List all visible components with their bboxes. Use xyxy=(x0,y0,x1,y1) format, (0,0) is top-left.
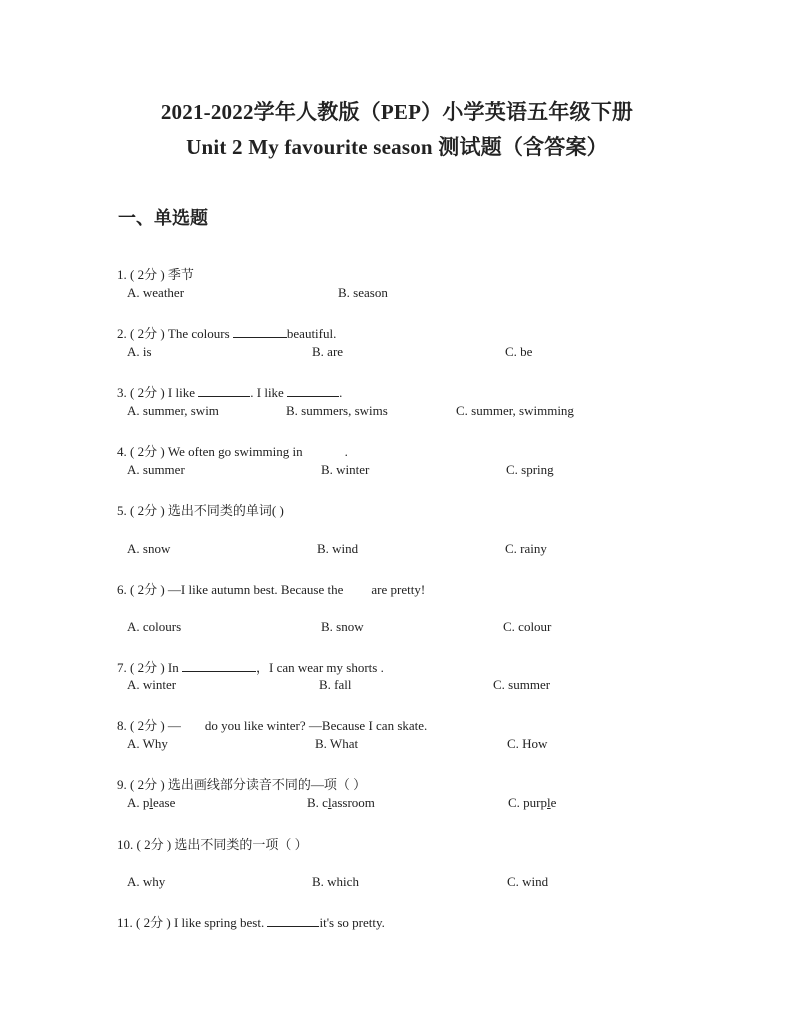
option-a[interactable]: A. winter xyxy=(127,677,177,692)
question-6 xyxy=(117,579,425,598)
option-c[interactable]: C. be xyxy=(505,344,533,359)
question-score: ( 2分 ) xyxy=(130,718,165,733)
option-a[interactable]: A. why xyxy=(127,874,166,889)
option-c[interactable]: C. colour xyxy=(503,619,552,634)
question-number: 8. xyxy=(117,718,127,733)
question-10 xyxy=(117,834,308,853)
option-c[interactable]: C. spring xyxy=(506,462,554,477)
option-b[interactable]: B. winter xyxy=(321,462,370,477)
option-a[interactable]: A. summer, swim xyxy=(127,403,219,418)
question-number: 2. xyxy=(117,326,127,341)
question-text: 选出不同类的一项（ ） xyxy=(174,837,308,852)
underlined-letter: l xyxy=(149,795,154,810)
option-b[interactable]: B. which xyxy=(312,874,359,889)
option-c[interactable]: C. summer xyxy=(493,677,551,692)
option-b[interactable]: B. are xyxy=(312,344,344,359)
question-1 xyxy=(117,264,194,283)
question-11 xyxy=(117,912,385,931)
option-c[interactable] xyxy=(508,795,556,811)
option-b[interactable] xyxy=(307,795,375,811)
question-text-post: ，I can wear my shorts . xyxy=(256,660,384,675)
option-c[interactable]: C. wind xyxy=(507,874,549,889)
question-number: 6. xyxy=(117,582,127,597)
option-b[interactable]: B. fall xyxy=(319,677,352,692)
question-text-post: beautiful. xyxy=(286,326,337,341)
question-2 xyxy=(117,323,336,342)
option-b[interactable]: B. What xyxy=(315,736,359,751)
option-a[interactable]: A. summer xyxy=(127,462,185,477)
question-score: ( 2分 ) xyxy=(130,326,165,341)
question-score: ( 2分 ) xyxy=(130,660,165,675)
question-text-pre: In xyxy=(167,660,183,675)
question-number: 11. xyxy=(117,915,133,930)
option-b[interactable]: B. season xyxy=(338,285,388,300)
question-4 xyxy=(117,441,348,460)
option-a[interactable] xyxy=(127,795,175,811)
question-text-pre: — xyxy=(167,718,181,733)
option-a[interactable]: A. colours xyxy=(127,619,182,634)
question-text: 季节 xyxy=(167,267,194,282)
option-c[interactable]: C. summer, swimming xyxy=(456,403,574,418)
question-text-post: it's so pretty. xyxy=(319,915,385,930)
option-b[interactable]: B. summers, swims xyxy=(286,403,388,418)
question-score: ( 2分 ) xyxy=(130,267,165,282)
question-3 xyxy=(117,382,342,401)
question-9 xyxy=(117,774,366,793)
answer-blank[interactable] xyxy=(198,384,250,397)
question-text-pre: I like xyxy=(167,385,199,400)
answer-blank[interactable] xyxy=(267,914,319,927)
question-score: ( 2分 ) xyxy=(130,582,165,597)
question-number: 5. xyxy=(117,503,127,518)
option-text: C. purp xyxy=(508,795,547,810)
question-5 xyxy=(117,500,284,519)
option-text: A. p xyxy=(127,795,150,810)
question-score: ( 2分 ) xyxy=(130,385,165,400)
question-number: 4. xyxy=(117,444,127,459)
question-8 xyxy=(117,715,427,734)
section-heading: 一、单选题 xyxy=(118,208,208,228)
question-number: 1. xyxy=(117,267,127,282)
underlined-letter: l xyxy=(547,795,551,810)
answer-blank[interactable] xyxy=(287,384,339,397)
answer-blank[interactable] xyxy=(182,659,256,672)
option-a[interactable]: A. Why xyxy=(127,736,168,751)
question-number: 7. xyxy=(117,660,127,675)
answer-blank[interactable] xyxy=(233,325,287,338)
option-text: assroom xyxy=(331,795,375,810)
question-text-pre: We often go swimming in xyxy=(167,444,303,459)
question-text: 选出不同类的单词( ) xyxy=(167,503,284,518)
option-c[interactable]: C. rainy xyxy=(505,541,547,556)
option-text: e xyxy=(550,795,557,810)
question-score: ( 2分 ) xyxy=(136,837,172,852)
underlined-letter: l xyxy=(327,795,332,810)
question-text-post: are pretty! xyxy=(371,582,426,597)
option-a[interactable]: A. is xyxy=(127,344,152,359)
option-text: ease xyxy=(153,795,176,810)
option-a[interactable]: A. snow xyxy=(127,541,171,556)
document-title-line1: 2021-2022学年人教版（PEP）小学英语五年级下册 xyxy=(160,100,634,124)
option-c[interactable]: C. How xyxy=(507,736,548,751)
question-score: ( 2分 ) xyxy=(136,915,171,930)
question-text-post: do you like winter? —Because I can skate. xyxy=(204,718,428,733)
question-text-pre: —I like autumn best. Because the xyxy=(167,582,344,597)
option-b[interactable]: B. wind xyxy=(317,541,359,556)
question-number: 3. xyxy=(117,385,127,400)
option-a[interactable]: A. weather xyxy=(127,285,185,300)
option-b[interactable]: B. snow xyxy=(321,619,364,634)
question-text-pre: I like spring best. xyxy=(173,915,268,930)
question-text-post: . xyxy=(344,444,348,459)
question-text-mid: . I like xyxy=(250,385,288,400)
question-text: 选出画线部分读音不同的—项（ ） xyxy=(167,777,367,792)
document-title-line2: Unit 2 My favourite season 测试题（含答案） xyxy=(186,135,608,159)
question-text-pre: The colours xyxy=(167,326,233,341)
question-score: ( 2分 ) xyxy=(130,444,165,459)
question-7 xyxy=(117,657,384,676)
question-text-post: . xyxy=(339,385,343,400)
question-number: 10. xyxy=(117,837,134,852)
option-text: B. c xyxy=(307,795,328,810)
question-number: 9. xyxy=(117,777,127,792)
question-score: ( 2分 ) xyxy=(130,503,165,518)
question-score: ( 2分 ) xyxy=(130,777,165,792)
